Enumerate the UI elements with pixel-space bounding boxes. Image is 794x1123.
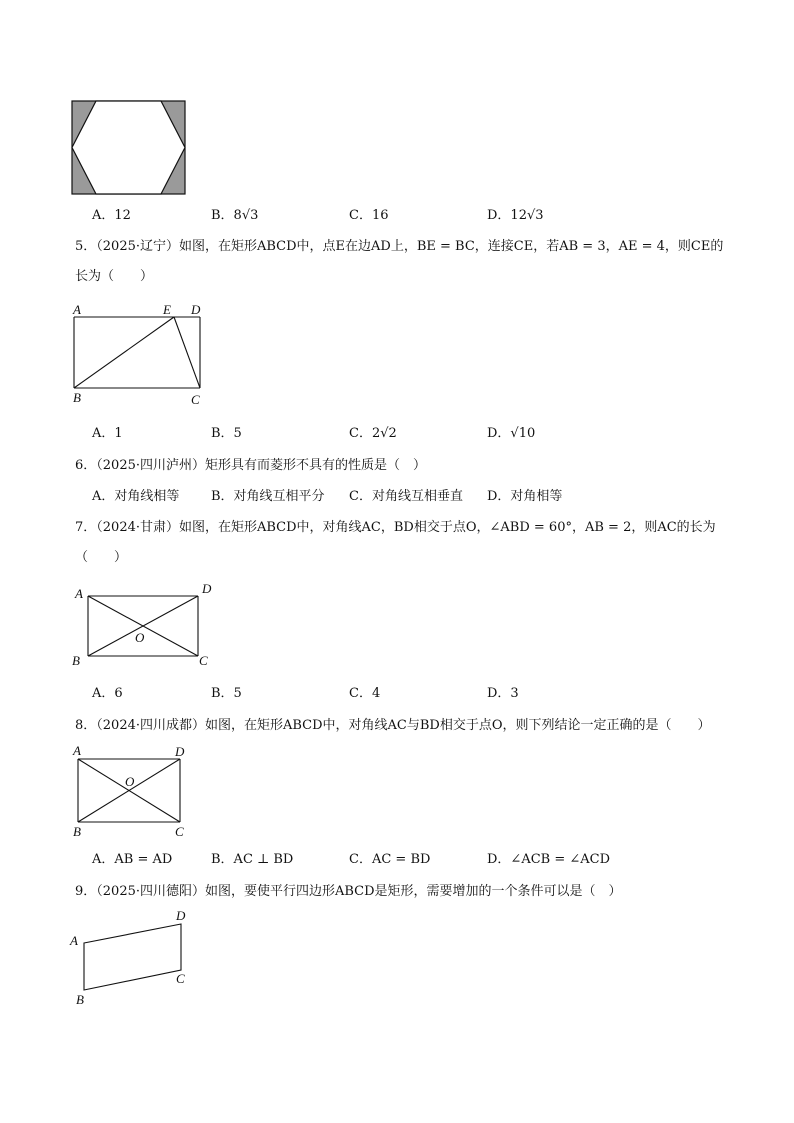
- q7-question-line1: 7．（2024·甘肃）如图，在矩形ABCD中，对角线AC，BD相交于点O，∠ABD = 60°，AB = 2，则AC的长为: [75, 520, 716, 535]
- q8-option-b[interactable]: B．AC ⊥ BD: [211, 852, 294, 867]
- q5-option-c[interactable]: C．2√2: [349, 426, 397, 441]
- q5-label-e: E: [163, 302, 171, 317]
- q8-label-b: B: [73, 824, 81, 839]
- q5-label-d: D: [191, 302, 201, 317]
- q9-label-c: C: [176, 971, 185, 986]
- q8-question-line1: 8．（2024·四川成都）如图，在矩形ABCD中，对角线AC与BD相交于点O，则下列结论一定正确的是（ ）: [75, 718, 711, 733]
- q5-option-a[interactable]: A．1: [92, 426, 123, 441]
- q9-parallelogram-figure: [66, 905, 196, 1011]
- q7-label-o: O: [135, 630, 145, 645]
- q5-label-c: C: [191, 392, 200, 407]
- q7-label-c: C: [199, 653, 208, 668]
- q5-option-d[interactable]: D．√10: [487, 426, 536, 441]
- q5-option-b[interactable]: B．5: [211, 426, 242, 441]
- q7-option-b[interactable]: B．5: [211, 686, 242, 701]
- q7-option-a[interactable]: A．6: [92, 686, 123, 701]
- q9-question-line1: 9．（2025·四川德阳）如图，要使平行四边形ABCD是矩形，需要增加的一个条件可以是（ ）: [75, 884, 622, 899]
- q7-question-line2: （ ）: [75, 550, 128, 565]
- q7-label-b: B: [72, 653, 80, 668]
- q4-hexagon: [72, 101, 185, 194]
- q7-label-d: D: [202, 581, 212, 596]
- q8-rectangle-figure: [68, 742, 198, 840]
- q6-option-a[interactable]: A．对角线相等: [92, 489, 180, 504]
- q7-option-d[interactable]: D．3: [487, 686, 519, 701]
- q7-option-c[interactable]: C．4: [349, 686, 381, 701]
- q6-option-b[interactable]: B．对角线互相平分: [211, 489, 325, 504]
- q8-label-c: C: [175, 824, 184, 839]
- q7-label-a: A: [75, 586, 83, 601]
- q5-question-line1: 5．（2025·辽宁）如图，在矩形ABCD中，点E在边AD上，BE = BC，连接CE，若AB = 3，AE = 4，则CE的: [75, 239, 724, 254]
- q4-hexagon-figure: [70, 99, 188, 197]
- q4-option-c[interactable]: C．16: [349, 208, 389, 223]
- q4-option-d[interactable]: D．12√3: [487, 208, 544, 223]
- q4-option-a[interactable]: A．12: [92, 208, 131, 223]
- q6-question-line1: 6．（2025·四川泸州）矩形具有而菱形不具有的性质是（ ）: [75, 458, 426, 473]
- q5-rectangle-figure: [68, 300, 216, 408]
- q7-rectangle-figure: [68, 579, 220, 671]
- q8-option-a[interactable]: A．AB = AD: [92, 852, 173, 867]
- q8-option-c[interactable]: C．AC = BD: [349, 852, 431, 867]
- q5-question-line2: 长为（ ）: [75, 269, 154, 284]
- q9-label-d: D: [176, 908, 186, 923]
- q9-label-b: B: [76, 992, 84, 1007]
- q8-label-a: A: [73, 743, 81, 758]
- q8-label-d: D: [175, 744, 185, 759]
- q9-label-a: A: [70, 933, 78, 948]
- q6-option-c[interactable]: C．对角线互相垂直: [349, 489, 463, 504]
- q5-label-b: B: [73, 390, 81, 405]
- q5-label-a: A: [73, 302, 81, 317]
- q8-label-o: O: [125, 774, 135, 789]
- q4-option-b[interactable]: B．8√3: [211, 208, 259, 223]
- q6-option-d[interactable]: D．对角相等: [487, 489, 563, 504]
- q8-option-d[interactable]: D．∠ACB = ∠ACD: [487, 852, 611, 867]
- q9-parallelogram: [84, 924, 181, 990]
